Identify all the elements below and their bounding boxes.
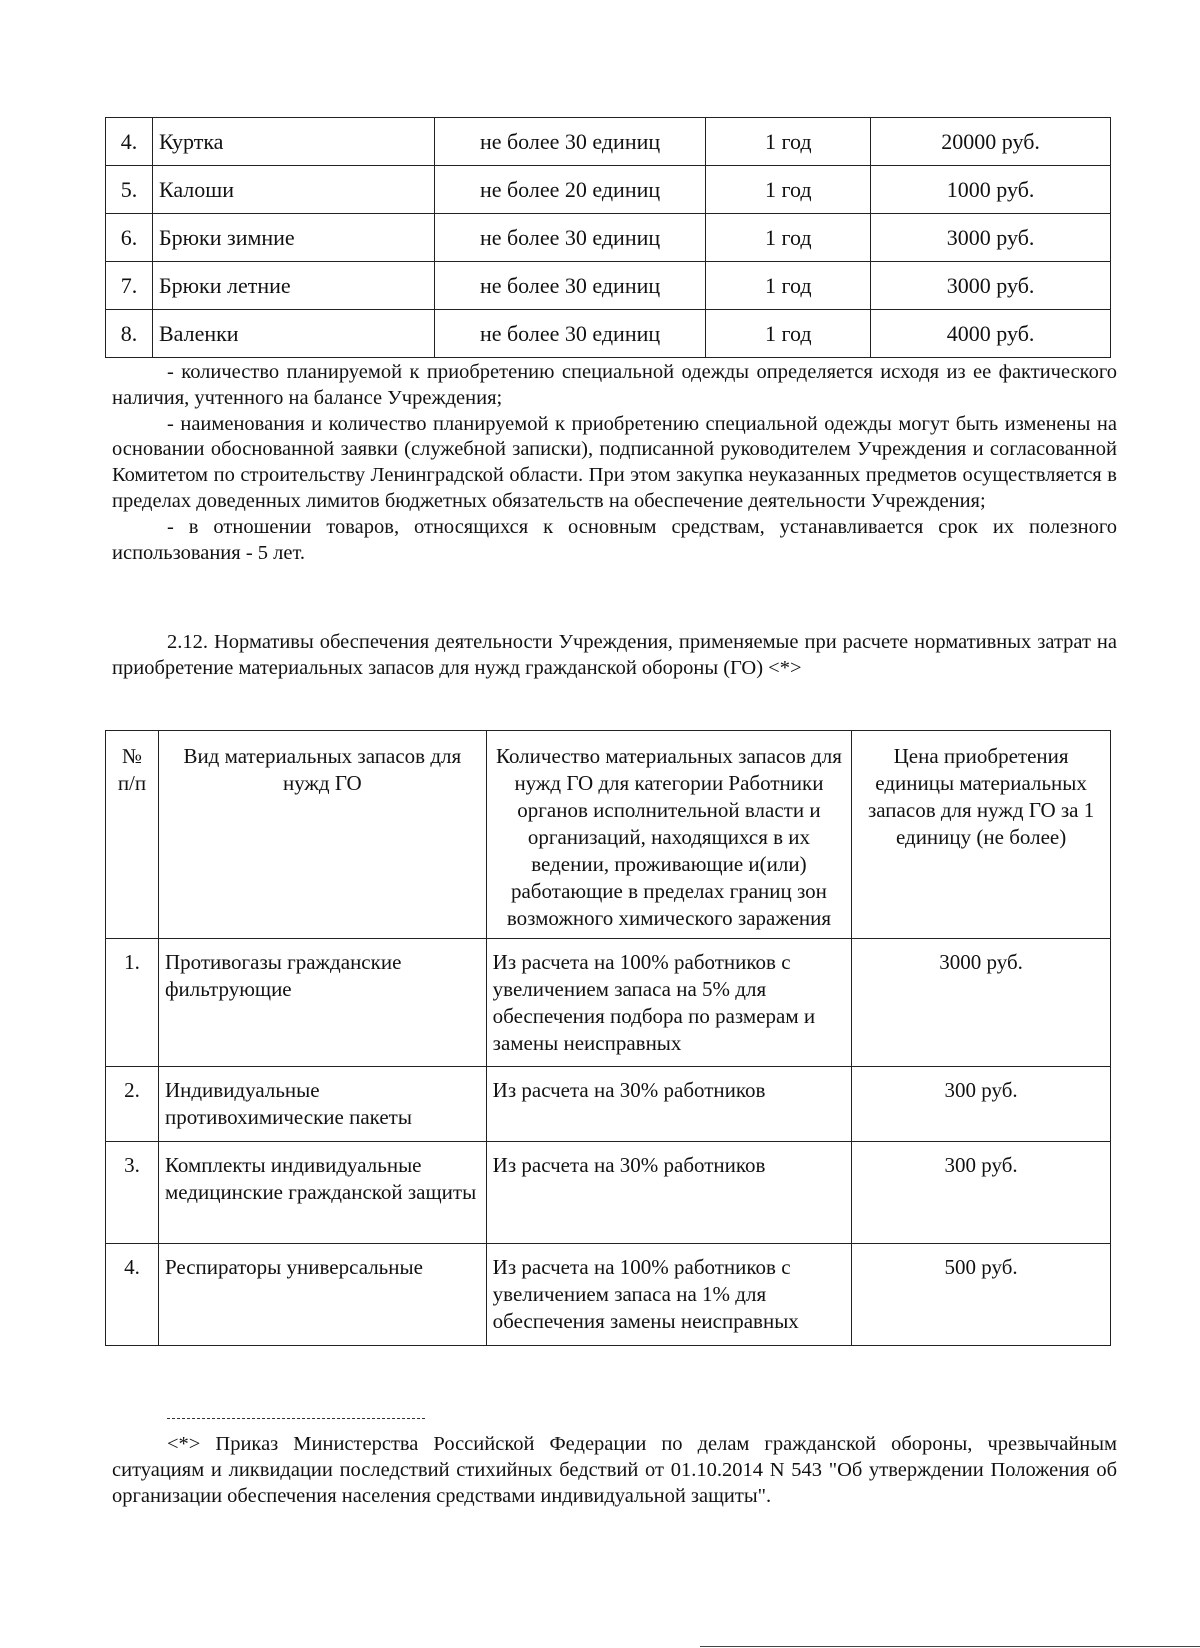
footnote-text: <*> Приказ Министерства Российской Федерации по делам гражданской обороны, чрезвычайным ситуациям и ликвидации последствий стихийных бедствий от 01.10.2014 N 543 "Об утверждении Положения об организации обеспечения населения средствами индивидуальной защиты". [112,1433,1117,1507]
row-number: 3. [106,1142,159,1244]
header-price: Цена приобретения единицы материальных запасов для нужд ГО за 1 единицу (не более) [852,731,1111,939]
supply-price: 3000 руб. [852,939,1111,1067]
table-row [106,214,1111,262]
item-price: 20000 руб. [871,118,1111,166]
supply-kind: Комплекты индивидуальные медицинские гражданской защиты [158,1142,486,1244]
supply-quantity: Из расчета на 30% работников [486,1142,852,1244]
item-name: Брюки зимние [152,214,434,262]
table-row [106,262,1111,310]
item-quantity: не более 20 единиц [434,166,706,214]
note-paragraph: - наименования и количество планируемой к приобретению специальной одежды могут быть изменены на основании обоснованной заявки (служебной записки), подписанной руководителем Учреждения и согласованной Комитетом по строительству Ленинградской области. При этом закупка неуказанных предметов осуществляется в пределах доведенных лимитов бюджетных обязательств на обеспечение деятельности Учреждения; [112,412,1117,512]
supply-quantity: Из расчета на 30% работников [486,1067,852,1142]
supply-price: 500 руб. [852,1244,1111,1346]
row-number: 6. [106,214,153,262]
item-price: 4000 руб. [871,310,1111,358]
item-price: 1000 руб. [871,166,1111,214]
table-row [106,310,1111,358]
item-period: 1 год [706,262,871,310]
supply-kind: Противогазы гражданские фильтрующие [158,939,486,1067]
item-quantity: не более 30 единиц [434,118,706,166]
notes-block [112,360,1117,566]
supply-price: 300 руб. [852,1067,1111,1142]
supply-quantity: Из расчета на 100% работников с увеличением запаса на 5% для обеспечения подбора по размерам и замены неисправных [486,939,852,1067]
item-name: Валенки [152,310,434,358]
item-period: 1 год [706,166,871,214]
item-quantity: не более 30 единиц [434,310,706,358]
item-period: 1 год [706,310,871,358]
item-quantity: не более 30 единиц [434,214,706,262]
supply-kind: Индивидуальные противохимические пакеты [158,1067,486,1142]
table-row [106,1244,1111,1346]
row-number: 7. [106,262,153,310]
footnote-separator [167,1418,425,1419]
special-clothing-table [105,117,1111,358]
table-row [106,939,1111,1067]
row-number: 4. [106,118,153,166]
section-heading: 2.12. Нормативы обеспечения деятельности Учреждения, применяемые при расчете нормативных затрат на приобретение материальных запасов для нужд гражданской обороны (ГО) <*> [112,631,1117,679]
supply-price: 300 руб. [852,1142,1111,1244]
header-number: № п/п [106,731,159,939]
item-name: Куртка [152,118,434,166]
row-number: 5. [106,166,153,214]
note-paragraph: - в отношении товаров, относящихся к основным средствам, устанавливается срок их полезного использования - 5 лет. [112,515,1117,564]
header-quantity: Количество материальных запасов для нужд ГО для категории Работники органов исполнительной власти и организаций, находящихся в их ведении, проживающие и(или) работающие в пределах границ зон возможного химического заражения [486,731,852,939]
item-name: Калоши [152,166,434,214]
table-row [106,1142,1111,1244]
supply-kind: Респираторы универсальные [158,1244,486,1346]
row-number: 2. [106,1067,159,1142]
item-period: 1 год [706,214,871,262]
row-number: 1. [106,939,159,1067]
section-heading-block [112,630,1117,682]
item-quantity: не более 30 единиц [434,262,706,310]
table-header-row [106,731,1111,939]
table-row [106,1067,1111,1142]
note-paragraph: - количество планируемой к приобретению специальной одежды определяется исходя из ее фактического наличия, учтенного на балансе Учреждения; [112,361,1117,409]
supply-quantity: Из расчета на 100% работников с увеличением запаса на 1% для обеспечения замены неисправных [486,1244,852,1346]
civil-defense-table [105,730,1111,1346]
table-row [106,166,1111,214]
footnote-block [112,1432,1117,1509]
item-period: 1 год [706,118,871,166]
item-name: Брюки летние [152,262,434,310]
header-kind: Вид материальных запасов для нужд ГО [158,731,486,939]
page-edge-line [700,1646,1200,1647]
row-number: 4. [106,1244,159,1346]
item-price: 3000 руб. [871,214,1111,262]
item-price: 3000 руб. [871,262,1111,310]
row-number: 8. [106,310,153,358]
table-row [106,118,1111,166]
